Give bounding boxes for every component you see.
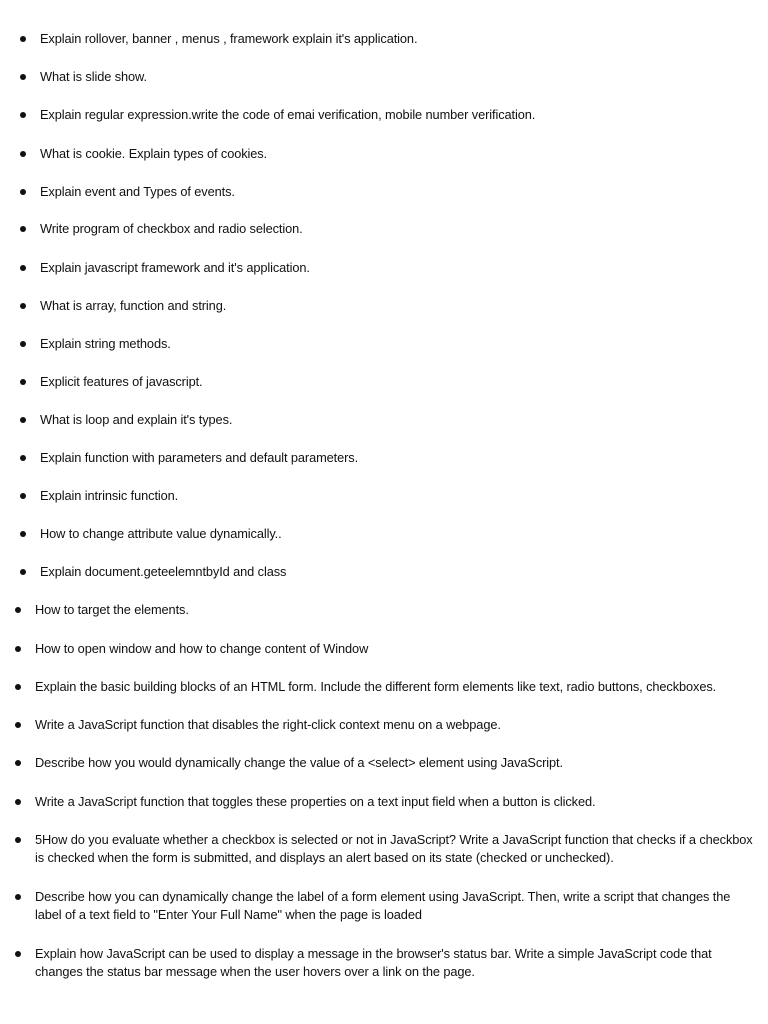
- bullet-icon: [15, 894, 21, 900]
- list-item: [40, 145, 740, 163]
- list-item: [40, 411, 740, 429]
- bullet-icon: [20, 226, 26, 232]
- bullet-icon: [20, 341, 26, 347]
- list-item-text: Write a JavaScript function that disables the right-click context menu on a webpage.: [35, 717, 501, 732]
- list-item-text: Explain string methods.: [40, 336, 171, 351]
- bullet-icon: [20, 417, 26, 423]
- bullet-icon: [20, 74, 26, 80]
- bullet-icon: [20, 455, 26, 461]
- bullet-icon: [20, 303, 26, 309]
- list-item: [40, 30, 740, 48]
- list-item: [40, 373, 740, 391]
- bullet-icon: [15, 837, 21, 843]
- bullet-icon: [20, 189, 26, 195]
- list-item-text: Describe how you can dynamically change the label of a form element using JavaScript. Then, write a script that changes the label of a text field to "Enter Your Full Name" when the page is loaded: [35, 889, 731, 922]
- list-item-text: How to open window and how to change content of Window: [35, 641, 369, 656]
- list-item: [40, 297, 740, 315]
- list-item-text: 5How do you evaluate whether a checkbox is selected or not in JavaScript? Write a JavaScript function that checks if a checkbox is checked when the form is submitted, and displays an alert based on its state (checked or unchecked).: [35, 832, 753, 865]
- list-item: [35, 831, 753, 867]
- list-item: [40, 487, 740, 505]
- list-item: [35, 678, 753, 696]
- list-item-text: Explicit features of javascript.: [40, 374, 203, 389]
- list-item-text: Write a JavaScript function that toggles these properties on a text input field when a button is clicked.: [35, 794, 596, 809]
- list-item: [40, 563, 740, 581]
- list-item: [40, 183, 740, 201]
- list-item: [35, 640, 753, 658]
- bullet-icon: [20, 265, 26, 271]
- list-item: [35, 754, 753, 772]
- list-item-text: Describe how you would dynamically change the value of a <select> element using JavaScript.: [35, 755, 563, 770]
- list-item-text: Explain the basic building blocks of an HTML form. Include the different form elements like text, radio buttons, checkboxes.: [35, 679, 717, 694]
- bullet-icon: [20, 569, 26, 575]
- list-item: [35, 716, 753, 734]
- bullet-icon: [20, 151, 26, 157]
- list-item-text: Explain event and Types of events.: [40, 184, 235, 199]
- bullet-icon: [20, 531, 26, 537]
- bullet-icon: [20, 379, 26, 385]
- bullet-icon: [15, 607, 21, 613]
- list-item: [40, 259, 740, 277]
- list-item-text: Explain javascript framework and it's application.: [40, 260, 310, 275]
- bullet-icon: [15, 799, 21, 805]
- list-item-text: What is slide show.: [40, 69, 147, 84]
- bullet-icon: [15, 722, 21, 728]
- list-item-text: What is cookie. Explain types of cookies.: [40, 146, 268, 161]
- list-item-text: What is array, function and string.: [40, 298, 227, 313]
- list-item-text: What is loop and explain it's types.: [40, 412, 233, 427]
- list-item: [35, 793, 753, 811]
- bullet-icon: [15, 646, 21, 652]
- list-item: [35, 945, 753, 981]
- list-item: [40, 106, 740, 124]
- list-item-text: Explain intrinsic function.: [40, 488, 179, 503]
- list-item: [35, 601, 753, 619]
- bullet-icon: [20, 112, 26, 118]
- list-item-text: Explain document.geteelemntbyId and class: [40, 564, 287, 579]
- list-item: [35, 888, 753, 924]
- list-item: [40, 220, 740, 238]
- list-item-text: Explain regular expression.write the code of emai verification, mobile number verification.: [40, 107, 536, 122]
- list-item: [40, 525, 740, 543]
- list-item: [40, 335, 740, 353]
- list-item-text: Write program of checkbox and radio selection.: [40, 221, 303, 236]
- list-item: [40, 449, 740, 467]
- bullet-icon: [15, 684, 21, 690]
- list-item-text: Explain how JavaScript can be used to display a message in the browser's status bar. Write a simple JavaScript code that changes the status bar message when the user hovers over a link on the page.: [35, 946, 712, 979]
- list-item-text: Explain rollover, banner , menus , framework explain it's application.: [40, 31, 418, 46]
- list-item: [40, 68, 740, 86]
- list-item-text: How to change attribute value dynamically..: [40, 526, 282, 541]
- bullet-icon: [15, 951, 21, 957]
- list-item-text: How to target the elements.: [35, 602, 189, 617]
- list-item-text: Explain function with parameters and default parameters.: [40, 450, 359, 465]
- bullet-icon: [20, 493, 26, 499]
- bullet-icon: [20, 36, 26, 42]
- bullet-icon: [15, 760, 21, 766]
